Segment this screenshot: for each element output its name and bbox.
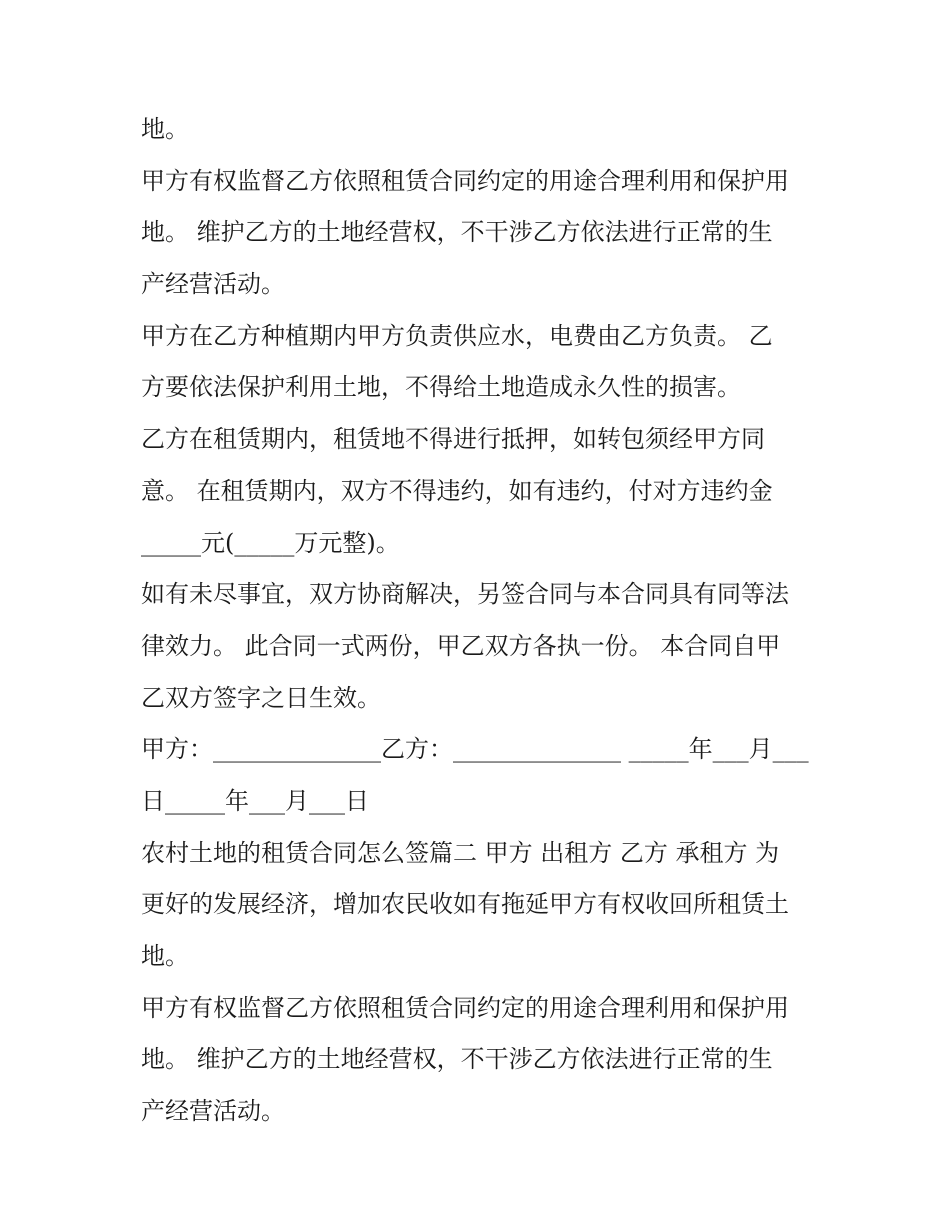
text-line: 甲方有权监督乙方依照租赁合同约定的用途合理利用和保护用 — [141, 166, 789, 195]
section-heading-line: 农村土地的租赁合同怎么签篇二 甲方 出租方 乙方 承租方 为 — [141, 838, 780, 867]
text-line: 地。 维护乙方的土地经营权，不干涉乙方依法进行正常的生 — [141, 1045, 773, 1074]
text-line: 甲方有权监督乙方依照租赁合同约定的用途合理利用和保护用 — [141, 993, 789, 1022]
text-line: 甲方在乙方种植期内甲方负责供应水，电费由乙方负责。 乙 — [141, 321, 773, 350]
signature-line: 甲方：______________乙方：______________ _____年___月___ — [141, 735, 809, 764]
text-line: 地。 — [141, 115, 189, 143]
penalty-amount-line: _____元(_____万元整)。 — [141, 528, 400, 557]
date-line: 日_____年___月___日 — [141, 786, 369, 815]
text-line: 地。 维护乙方的土地经营权，不干涉乙方依法进行正常的生 — [141, 218, 773, 247]
text-line: 方要依法保护利用土地，不得给土地造成永久性的损害。 — [141, 373, 741, 402]
text-line: 乙双方签字之日生效。 — [141, 683, 381, 712]
text-line: 更好的发展经济，增加农民收如有拖延甲方有权收回所租赁土 — [141, 890, 789, 919]
document-body — [141, 104, 821, 1138]
text-line: 产经营活动。 — [141, 270, 285, 299]
text-line: 律效力。 此合同一式两份，甲乙双方各执一份。 本合同自甲 — [141, 631, 781, 660]
text-line: 如有未尽事宜，双方协商解决，另签合同与本合同具有同等法 — [141, 580, 789, 609]
text-line: 乙方在租赁期内，租赁地不得进行抵押，如转包须经甲方同 — [141, 425, 765, 454]
text-line: 意。 在租赁期内，双方不得违约，如有违约，付对方违约金 — [141, 476, 773, 505]
text-line: 产经营活动。 — [141, 1097, 285, 1126]
text-line: 地。 — [141, 942, 189, 970]
